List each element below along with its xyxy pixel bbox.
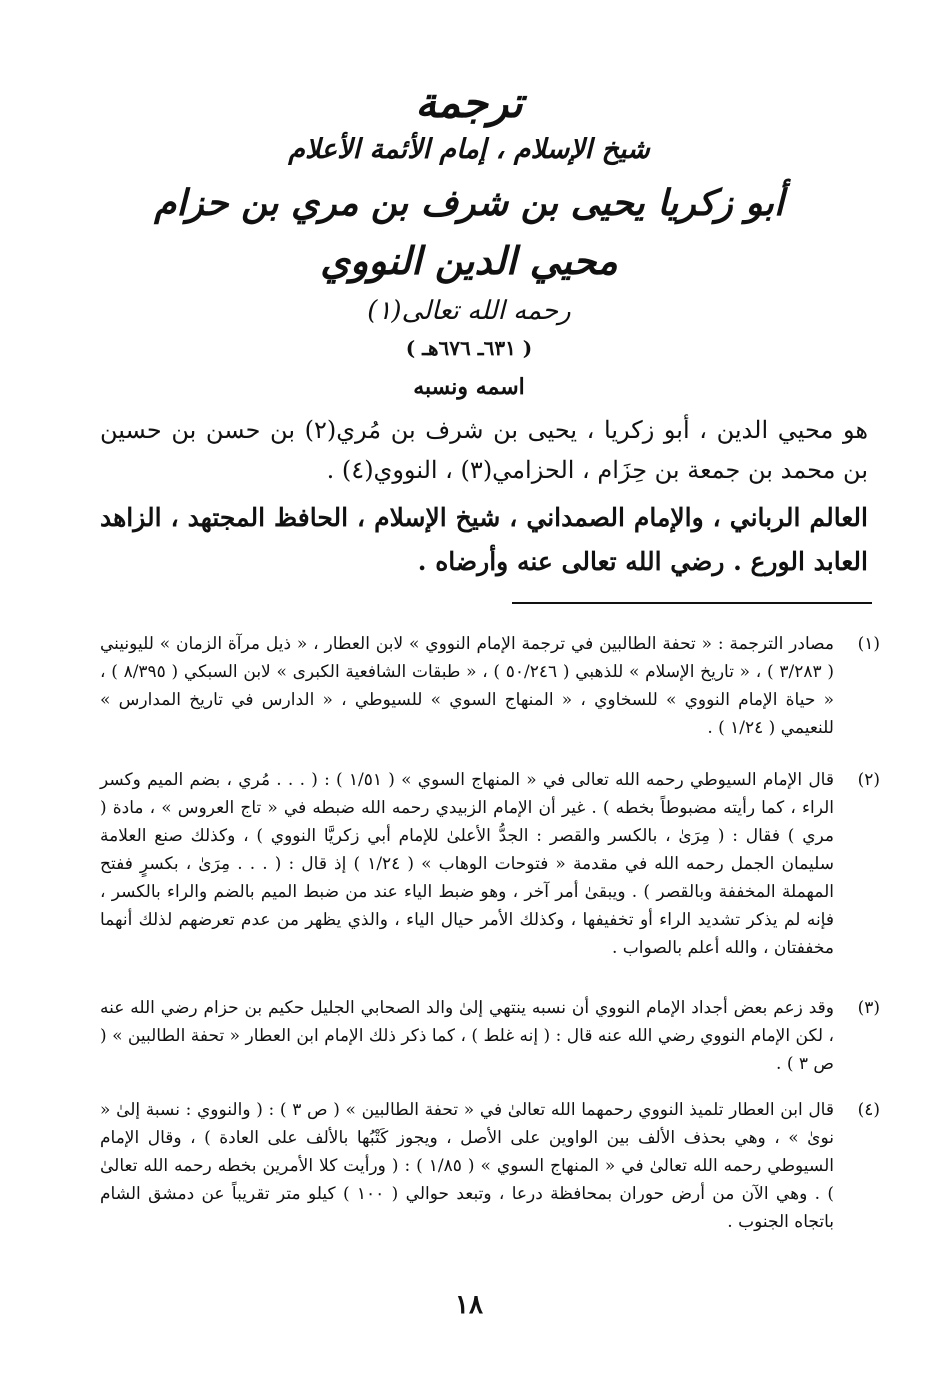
footnote-number: (١) (857, 634, 880, 654)
title-heading: ترجمة (415, 78, 523, 127)
title-subline: شيخ الإسلام ، إمام الأئمة الأعلام (288, 134, 650, 165)
footnote-text: وقد زعم بعض أجداد الإمام النووي أن نسبه ينتهي إلىٰ والد الصحابي الجليل حكيم بن حزام رضي الله عنه ، لكن الإمام النووي رضي الله عنه قال : ( إنه غلط ) ، كما ذكر ذلك الإمام ابن العطار « تحفة الطالبين » ( ص ٣ ) . (100, 998, 834, 1074)
footnote-number: (٣) (857, 998, 880, 1018)
paragraph-epithets: العالم الرباني ، والإمام الصمداني ، شيخ الإسلام ، الحافظ المجتهد ، الزاهد العابد الورع . رضي الله تعالى عنه وأرضاه . (100, 503, 868, 576)
footnote-number: (٢) (857, 770, 880, 790)
footnote-text: قال ابن العطار تلميذ النووي رحمهما الله تعالىٰ في « تحفة الطالبين » ( ص ٣ ) : ( والنووي : نسبة إلىٰ « نوىٰ » ، وهي بحذف الألف بين الواوين على الأصل ، ويجوز كَتْبُها بالألف على العادة ) ، وقال الإمام السيوطي رحمه الله تعالىٰ في « المنهاج السوي » ( ١/٨٥ ) : ( ورأيت كلا الأمرين بخطه رحمه الله تعالىٰ ) . وهي الآن من أرض حوران بمحافظة درعا ، وتبعد حوالي ( ١٠٠ ) كيلو متر تقريباً عن دمشق الشام باتجاه الجنوب . (100, 1100, 834, 1232)
paragraph-lineage: هو محيي الدين ، أبو زكريا ، يحيى بن شرف بن مُري(٢) بن حسن بن حسين بن محمد بن جمعة بن حِزَام ، الحزامي(٣) ، النووي(٤) . (100, 416, 868, 484)
footnote (100, 1096, 880, 1236)
page-number: ١٨ (455, 1290, 483, 1320)
title-full-name: أبو زكريا يحيى بن شرف بن مري بن حزام (154, 182, 784, 224)
footnote-number: (٤) (857, 1100, 880, 1120)
footnote-separator (512, 602, 872, 604)
title-laqab: محيي الدين النووي (320, 238, 618, 283)
title-dates: ( ٦٣١ـ ٦٧٦هـ ) (405, 336, 533, 360)
footnote-text: قال الإمام السيوطي رحمه الله تعالى في « المنهاج السوي » ( ١/٥١ ) : ( . . . مُري ، بضم الميم وكسر الراء ، كما رأيته مضبوطاً بخطه ) . غير أن الإمام الزبيدي رحمه الله ضبطه في « تاج العروس » ، مادة ( مري ) فقال : ( مِرَىٰ ، بالكسر والقصر : الجدُّ الأعلىٰ للإمام أبي زكريَّا النووي ) ، وكذلك صنع العلامة سليمان الجمل رحمه الله في مقدمة « فتوحات الوهاب » ( ١/٢٤ ) إذ قال : ( . . . مِرَىٰ ، بكسرٍ ففتح المهملة المخففة وبالقصر ) . ويبقىٰ أمر آخر ، وهو ضبط الياء عند من ضبط الميم بالضم والراء بالكسر ، فإنه لم يذكر تشديد الراء أو تخفيفها ، وكذلك الأمر حيال الياء ، والذي يظهر من عدم تعرضهم لذلك أنهما مخففتان ، والله أعلم بالصواب . (100, 770, 834, 958)
footnote (100, 766, 880, 962)
footnote (100, 994, 880, 1078)
title-invocation: رحمه الله تعالى(١) (367, 296, 571, 326)
section-heading: اسمه ونسبه (413, 374, 525, 400)
footnote-text: مصادر الترجمة : « تحفة الطالبين في ترجمة الإمام النووي » لابن العطار ، « ذيل مرآة الزمان » لليونيني ( ٣/٢٨٣ ) ، « تاريخ الإسلام » للذهبي ( ٥٠/٢٤٦ ) ، « طبقات الشافعية الكبرى » لابن السبكي ( ٨/٣٩٥ ) ، « حياة الإمام النووي » للسخاوي ، « المنهاج السوي » للسيوطي ، « الدارس في تاريخ المدارس » للنعيمي ( ١/٢٤ ) . (100, 634, 834, 738)
footnote (100, 630, 880, 742)
